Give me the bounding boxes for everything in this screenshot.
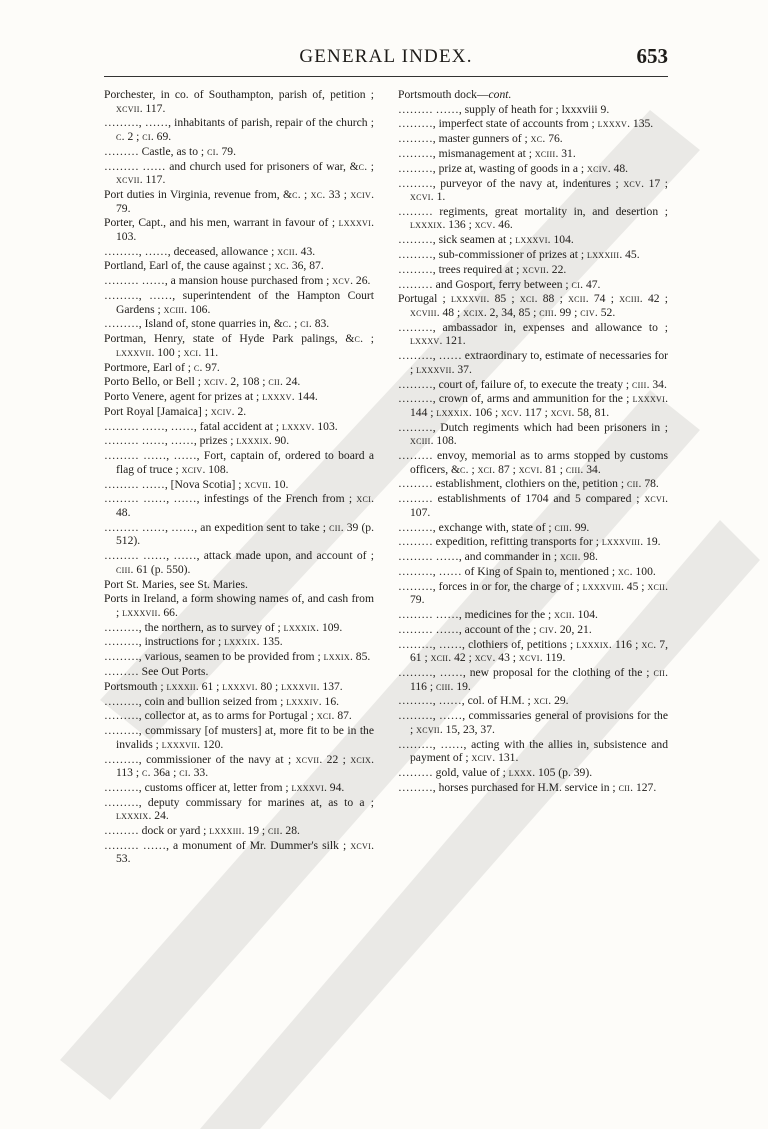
index-entry: Porter, Capt., and his men, warrant in favour of ; lxxxvi. 103. — [104, 216, 374, 243]
index-entry: ……… expedition, refitting transports for ; lxxxviii. 19. — [398, 535, 661, 549]
index-entry: ………, coin and bullion seized from ; lxxxiv. 16. — [104, 694, 340, 708]
index-entry: ……… regiments, great mortality in, and desertion ; lxxxix. 136 ; xcv. 46. — [398, 204, 668, 232]
index-entry: ………, ……, deceased, allowance ; xcii. 43. — [104, 244, 316, 258]
index-entry: Porto Bello, or Bell ; xciv. 2, 108 ; cii. 24. — [104, 375, 301, 389]
index-entry: ………, ……, col. of H.M. ; xci. 29. — [398, 694, 569, 708]
index-entry: ………, Dutch regiments which had been prisoners in ; xciii. 108. — [398, 420, 668, 448]
index-entry: ……… and Gosport, ferry between ; ci. 47. — [398, 277, 601, 291]
index-entry: ……… ……, medicines for the ; xcii. 104. — [398, 608, 598, 622]
index-entry: Portman, Henry, state of Hyde Park palings, &c. ; lxxxvii. 100 ; xci. 11. — [104, 332, 374, 359]
index-entry: ……… ……, and commander in ; xcii. 98. — [398, 550, 598, 564]
index-entry: ……… ……, account of the ; civ. 20, 21. — [398, 622, 592, 636]
index-entry: Port St. Maries, see St. Maries. — [104, 577, 248, 591]
index-entry: Porchester, in co. of Southampton, parish of, petition ; xcvii. 117. — [104, 88, 374, 115]
index-entry: ………, various, seamen to be provided from ; lxxix. 85. — [104, 650, 371, 664]
index-entry: ………, ……, new proposal for the clothing of the ; cii. 116 ; ciii. 19. — [398, 666, 668, 693]
index-entry: ………, customs officer at, letter from ; lxxxvi. 94. — [104, 780, 345, 794]
index-entry: ………, ……, acting with the allies in, subsistence and payment of ; xciv. 131. — [398, 737, 668, 765]
right-column-entries — [398, 103, 668, 795]
index-entry: ……… ……, supply of heath for ; lxxxviii 9. — [398, 102, 610, 116]
index-entry: Portugal ; lxxxvii. 85 ; xci. 88 ; xcii. 74 ; xciii. 42 ; xcviii. 48 ; xcix. 2, 34, 85 ; ciii. 99 ; civ. 52. — [398, 292, 669, 319]
index-entry: ………, court of, failure of, to execute the treaty ; ciii. 34. — [398, 377, 667, 391]
index-entry: ……… establishments of 1704 and 5 compared ; xcvi. 107. — [398, 492, 668, 519]
header-rule — [104, 76, 668, 77]
page-number: 653 — [636, 44, 668, 68]
index-entry: ……… See Out Ports. — [104, 665, 209, 678]
index-entry: Ports in Ireland, a form showing names of, and cash from ; lxxxvii. 66. — [104, 592, 374, 619]
index-entry: ………, sick seamen at ; lxxxvi. 104. — [398, 233, 574, 247]
index-entry: ……… ……, ……, fatal accident at ; lxxxv. 103. — [104, 419, 338, 433]
header-title: GENERAL INDEX. — [299, 46, 473, 67]
index-entry: ………, instructions for ; lxxxix. 135. — [104, 635, 283, 649]
index-entry: ………, collector at, as to arms for Portugal ; xci. 87. — [104, 709, 352, 723]
index-entry: ………, ambassador in, expenses and allowance to ; lxxxv. 121. — [398, 320, 668, 348]
index-entry: ………, ……, inhabitants of parish, repair of the church ; c. 2 ; ci. 69. — [104, 116, 374, 143]
index-entry: ………, the northern, as to survey of ; lxxxix. 109. — [104, 620, 343, 634]
index-entry: ………, mismanagement at ; xciii. 31. — [398, 146, 576, 160]
right-column — [398, 88, 668, 795]
index-entry: ………, Island of, stone quarries in, &c. ; ci. 83. — [104, 317, 330, 331]
index-entry: ……… ……, ……, infestings of the French from ; xci. 48. — [104, 492, 374, 519]
index-entry: ………, prize at, wasting of goods in a ; xciv. 48. — [398, 161, 629, 175]
index-entry: ……… envoy, memorial as to arms stopped by customs officers, &c. ; xci. 87 ; xcvi. 81 ; ciii. 34. — [398, 449, 668, 476]
index-entry: ………, deputy commissary for marines at, as to a ; lxxxix. 24. — [104, 795, 374, 823]
index-entry: ……… ……, ……, Fort, captain of, ordered to board a flag of truce ; xciv. 108. — [104, 449, 374, 476]
index-entry: ………, purveyor of the navy at, indentures ; xcv. 17 ; xcvi. 1. — [398, 176, 668, 204]
index-entry: ………, imperfect state of accounts from ; lxxxv. 135. — [398, 117, 654, 131]
index-entry: ………, crown of, arms and ammunition for the ; lxxxvi. 144 ; lxxxix. 106 ; xcv. 117 ; xcvi. 58, 81. — [398, 392, 668, 419]
index-entry: ………, commissary [of musters] at, more fit to be in the invalids ; lxxxvii. 120. — [104, 724, 374, 751]
index-entry: ……… ……, ……, attack made upon, and account of ; ciii. 61 (p. 550). — [104, 549, 374, 576]
index-entry: ………, exchange with, state of ; ciii. 99. — [398, 520, 590, 534]
index-entry: ………, trees required at ; xcvii. 22. — [398, 262, 567, 276]
index-entry: Portmore, Earl of ; c. 97. — [104, 360, 220, 374]
index-entry: ……… …… and church used for prisoners of war, &c. ; xcvii. 117. — [104, 159, 374, 187]
index-entry: ……… gold, value of ; lxxx. 105 (p. 39). — [398, 765, 593, 779]
index-entry: ……… Castle, as to ; ci. 79. — [104, 144, 236, 158]
index-entry: ………, ……, commissaries general of provisions for the ; xcvii. 15, 23, 37. — [398, 709, 668, 736]
index-entry: ………, master gunners of ; xc. 76. — [398, 132, 563, 146]
index-entry: ……… ……, a mansion house purchased from ; xcv. 26. — [104, 274, 371, 288]
index-entry: Port Royal [Jamaica] ; xciv. 2. — [104, 404, 247, 418]
index-entry: ………, …… extraordinary to, estimate of necessaries for ; lxxxvii. 37. — [398, 349, 668, 376]
index-entry: ……… ……, a monument of Mr. Dummer's silk ; xcvi. 53. — [104, 838, 374, 866]
continued-heading: Portsmouth dock—cont. — [398, 88, 512, 101]
index-entry: ……… establishment, clothiers on the, petition ; cii. 78. — [398, 477, 659, 491]
index-entry: ………, ……, clothiers of, petitions ; lxxxix. 116 ; xc. 7, 61 ; xcii. 42 ; xcv. 43 ; xcvi. 119. — [398, 637, 668, 665]
index-entry: ……… dock or yard ; lxxxiii. 19 ; cii. 28. — [104, 824, 300, 838]
index-entry: Porto Venere, agent for prizes at ; lxxxv. 144. — [104, 390, 318, 404]
index-entry: ……… ……, ……, an expedition sent to take ; cii. 39 (p. 512). — [104, 520, 374, 548]
index-entry: ………, ……, superintendent of the Hampton Court Gardens ; xciii. 106. — [104, 289, 374, 316]
index-entry: Port duties in Virginia, revenue from, &c. ; xc. 33 ; xciv. 79. — [104, 187, 374, 215]
index-entry: ……… ……, ……, prizes ; lxxxix. 90. — [104, 434, 290, 448]
index-entry: Portland, Earl of, the cause against ; xc. 36, 87. — [104, 259, 324, 273]
left-column — [104, 88, 374, 867]
index-entry: ………, horses purchased for H.M. service in ; cii. 127. — [398, 780, 657, 794]
page-header — [104, 44, 668, 70]
index-entry: Portsmouth ; lxxxii. 61 ; lxxxvi. 80 ; lxxxvii. 137. — [104, 679, 343, 693]
index-entry: ………, commissioner of the navy at ; xcvii. 22 ; xcix. 113 ; c. 36a ; ci. 33. — [104, 752, 374, 780]
index-entry: ………, forces in or for, the charge of ; lxxxviii. 45 ; xcii. 79. — [398, 579, 668, 607]
index-entry: ……… ……, [Nova Scotia] ; xcvii. 10. — [104, 477, 289, 491]
index-entry: ………, …… of King of Spain to, mentioned ; xc. 100. — [398, 564, 656, 578]
index-entry: ………, sub-commissioner of prizes at ; lxxxiii. 45. — [398, 248, 640, 262]
